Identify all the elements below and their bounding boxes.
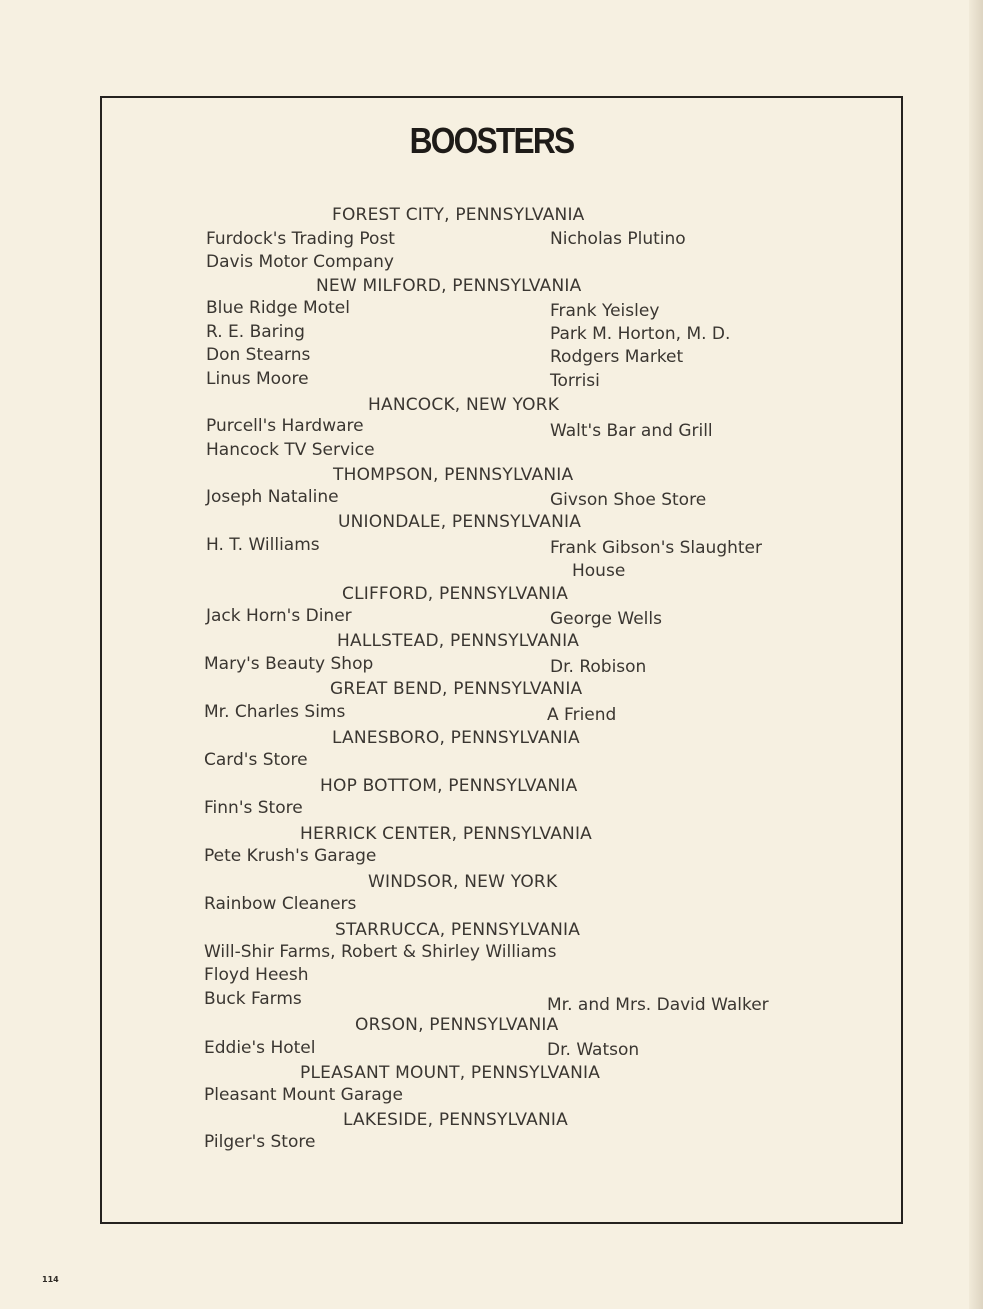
booster-entry: Jack Horn's Diner [206, 606, 352, 626]
booster-entry: Pete Krush's Garage [204, 846, 377, 866]
section-heading-hop-bottom: HOP BOTTOM, PENNSYLVANIA [320, 776, 578, 796]
section-heading-lanesboro: LANESBORO, PENNSYLVANIA [332, 728, 580, 748]
section-heading-uniondale: UNIONDALE, PENNSYLVANIA [338, 512, 582, 532]
booster-entry: Park M. Horton, M. D. [550, 324, 731, 344]
section-heading-thompson: THOMPSON, PENNSYLVANIA [333, 465, 574, 485]
booster-entry: R. E. Baring [206, 322, 305, 342]
section-heading-clifford: CLIFFORD, PENNSYLVANIA [342, 584, 569, 604]
booster-entry: Floyd Heesh [204, 965, 309, 985]
section-heading-herrick-center: HERRICK CENTER, PENNSYLVANIA [300, 824, 592, 844]
section-heading-hancock: HANCOCK, NEW YORK [368, 395, 560, 415]
booster-entry: Frank Gibson's Slaughter [550, 538, 763, 558]
booster-entry: A Friend [547, 705, 617, 725]
section-heading-starrucca: STARRUCCA, PENNSYLVANIA [335, 920, 581, 940]
booster-entry: Card's Store [204, 750, 308, 770]
booster-entry: Pleasant Mount Garage [204, 1085, 403, 1105]
section-heading-pleasant-mount: PLEASANT MOUNT, PENNSYLVANIA [300, 1063, 601, 1083]
booster-entry: Purcell's Hardware [206, 416, 364, 436]
booster-entry: Hancock TV Service [206, 440, 375, 460]
booster-entry: Dr. Robison [550, 657, 647, 677]
booster-entry: Pilger's Store [204, 1132, 316, 1152]
booster-entry: House [572, 561, 626, 581]
page-edge-shadow [969, 0, 983, 1309]
booster-entry: Mr. and Mrs. David Walker [547, 995, 769, 1015]
booster-entry: Nicholas Plutino [550, 229, 686, 249]
page-title: BOOSTERS [409, 120, 574, 161]
booster-entry: Dr. Watson [547, 1040, 640, 1060]
booster-entry: Will-Shir Farms, Robert & Shirley Williams [204, 942, 557, 962]
section-heading-new-milford: NEW MILFORD, PENNSYLVANIA [316, 276, 582, 296]
page-number: 114 [42, 1275, 59, 1284]
section-heading-great-bend: GREAT BEND, PENNSYLVANIA [330, 679, 583, 699]
booster-entry: Torrisi [550, 371, 600, 391]
booster-entry: George Wells [550, 609, 662, 629]
section-heading-lakeside: LAKESIDE, PENNSYLVANIA [343, 1110, 568, 1130]
booster-entry: Finn's Store [204, 798, 303, 818]
booster-entry: Furdock's Trading Post [206, 229, 395, 249]
booster-entry: Blue Ridge Motel [206, 298, 350, 318]
section-heading-forest-city: FOREST CITY, PENNSYLVANIA [332, 205, 585, 225]
booster-entry: Mr. Charles Sims [204, 702, 346, 722]
booster-entry: H. T. Williams [206, 535, 320, 555]
section-heading-windsor: WINDSOR, NEW YORK [368, 872, 558, 892]
booster-entry: Mary's Beauty Shop [204, 654, 374, 674]
booster-entry: Frank Yeisley [550, 301, 660, 321]
booster-entry: Rainbow Cleaners [204, 894, 357, 914]
booster-entry: Joseph Nataline [206, 487, 339, 507]
booster-entry: Linus Moore [206, 369, 309, 389]
section-heading-orson: ORSON, PENNSYLVANIA [355, 1015, 559, 1035]
booster-entry: Rodgers Market [550, 347, 684, 367]
section-heading-hallstead: HALLSTEAD, PENNSYLVANIA [337, 631, 580, 651]
booster-entry: Walt's Bar and Grill [550, 421, 713, 441]
booster-entry: Don Stearns [206, 345, 311, 365]
booster-entry: Eddie's Hotel [204, 1038, 316, 1058]
booster-entry: Givson Shoe Store [550, 490, 707, 510]
booster-entry: Davis Motor Company [206, 252, 394, 272]
booster-entry: Buck Farms [204, 989, 302, 1009]
